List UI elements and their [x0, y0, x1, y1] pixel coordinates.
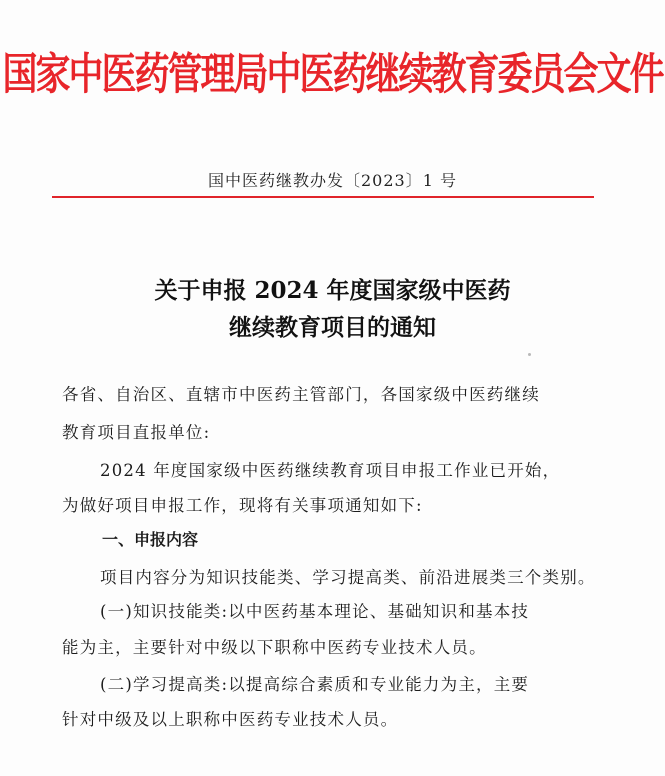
- document-number: 国中医药继教办发〔2023〕1 号: [208, 171, 457, 190]
- addressee-line-2: 教育项目直报单位:: [62, 423, 211, 442]
- item-knowledge-skills-line-2: 能为主，主要针对中级以下职称中医药专业技术人员。: [62, 638, 487, 657]
- issuer-header: 国家中医药管理局中医药继续教育委员会文件: [2, 50, 663, 100]
- item-learning-improvement-line-1: (二)学习提高类:以提高综合素质和专业能力为主，主要: [100, 675, 530, 694]
- intro-line-2: 为做好项目申报工作，现将有关事项通知如下:: [62, 496, 423, 515]
- item-learning-improvement-line-2: 针对中级及以上职称中医药专业技术人员。: [62, 710, 399, 729]
- red-divider-line: [52, 196, 594, 198]
- addressee-line-1: 各省、自治区、直辖市中医药主管部门，各国家级中医药继续: [62, 385, 540, 404]
- item-knowledge-skills-line-1: (一)知识技能类:以中医药基本理论、基础知识和基本技: [100, 602, 530, 621]
- section-intro: 项目内容分为知识技能类、学习提高类、前沿进展类三个类别。: [100, 568, 596, 587]
- intro-line-1: 2024 年度国家级中医药继续教育项目申报工作业已开始，: [100, 461, 561, 480]
- notice-title-line-1: 关于申报 2024 年度国家级中医药: [154, 277, 511, 304]
- notice-title-line-2: 继续教育项目的通知: [229, 314, 436, 341]
- scan-speck: [528, 353, 531, 356]
- section-heading-application-content: 一、申报内容: [102, 530, 199, 549]
